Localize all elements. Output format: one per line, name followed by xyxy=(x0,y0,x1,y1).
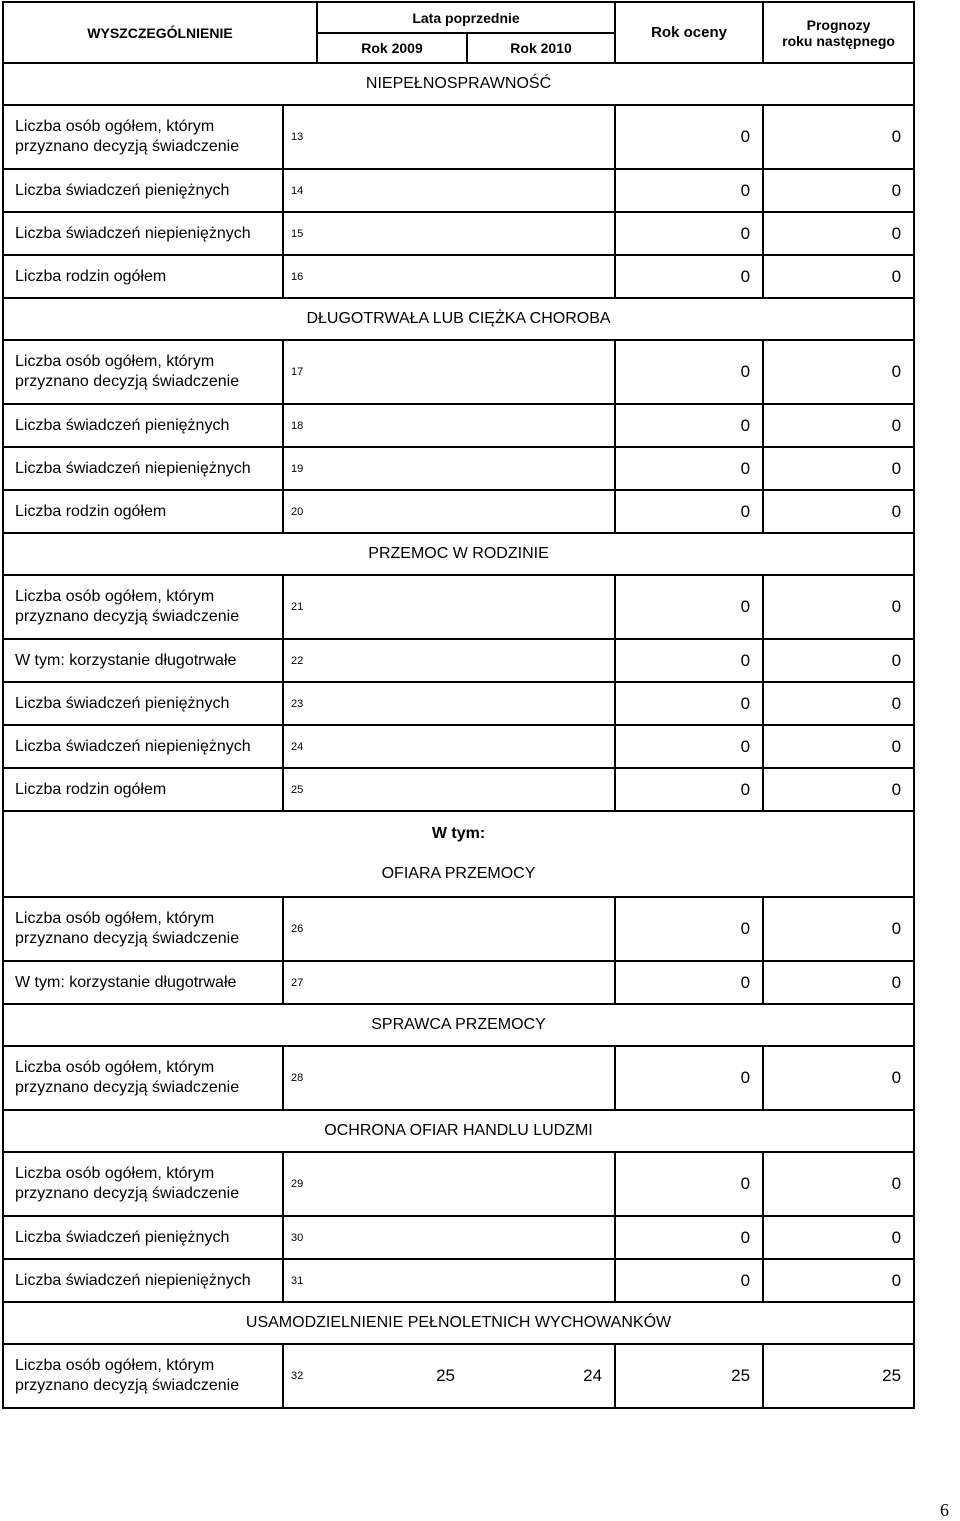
value-2009 xyxy=(317,1216,467,1259)
row-label: Liczba świadczeń niepieniężnych xyxy=(3,212,283,255)
value-2010 xyxy=(467,490,615,533)
value-forecast: 0 xyxy=(763,447,914,490)
value-2009 xyxy=(317,212,467,255)
value-2009 xyxy=(317,169,467,212)
row-label: Liczba świadczeń pieniężnych xyxy=(3,1216,283,1259)
row-label: Liczba świadczeń pieniężnych xyxy=(3,169,283,212)
value-2010 xyxy=(467,212,615,255)
value-forecast: 0 xyxy=(763,1216,914,1259)
row-label: Liczba świadczeń pieniężnych xyxy=(3,404,283,447)
page-number: 6 xyxy=(940,1500,949,1520)
section-title: DŁUGOTRWAŁA LUB CIĘŻKA CHOROBA xyxy=(306,310,611,327)
row-number: 20 xyxy=(283,490,317,533)
value-2010 xyxy=(467,255,615,298)
value-assessment-year: 0 xyxy=(615,1259,763,1302)
value-assessment-year: 0 xyxy=(615,255,763,298)
row-label: Liczba świadczeń pieniężnych xyxy=(3,682,283,725)
table-row xyxy=(3,255,914,298)
table-row xyxy=(3,725,914,768)
value-2010 xyxy=(467,340,615,404)
value-assessment-year: 0 xyxy=(615,169,763,212)
header-assessment-year: Rok oceny xyxy=(615,2,763,63)
header-previous-years: Lata poprzednie xyxy=(317,2,615,33)
value-forecast: 0 xyxy=(763,961,914,1004)
table-row xyxy=(3,682,914,725)
value-2010 xyxy=(467,447,615,490)
row-number: 32 xyxy=(283,1344,317,1408)
value-2010 xyxy=(467,404,615,447)
row-number: 19 xyxy=(283,447,317,490)
value-2010 xyxy=(467,575,615,639)
row-label: Liczba rodzin ogółem xyxy=(3,490,283,533)
value-2009 xyxy=(317,768,467,811)
statistics-table xyxy=(2,1,915,1409)
value-2009 xyxy=(317,639,467,682)
section-header xyxy=(3,1110,914,1152)
value-forecast: 0 xyxy=(763,897,914,961)
row-label: W tym: korzystanie długotrwałe xyxy=(3,639,283,682)
value-forecast: 0 xyxy=(763,404,914,447)
value-2010 xyxy=(467,725,615,768)
table-row xyxy=(3,639,914,682)
value-forecast: 0 xyxy=(763,1046,914,1110)
row-label: W tym: korzystanie długotrwałe xyxy=(3,961,283,1004)
section-header xyxy=(3,533,914,575)
value-2010: 24 xyxy=(467,1344,615,1408)
value-forecast: 0 xyxy=(763,682,914,725)
value-2009 xyxy=(317,490,467,533)
table-row xyxy=(3,575,914,639)
row-label: Liczba świadczeń niepieniężnych xyxy=(3,447,283,490)
section-header xyxy=(3,63,914,105)
row-number: 17 xyxy=(283,340,317,404)
row-label: Liczba osób ogółem, którym przyznano decyzją świadczenie xyxy=(3,105,283,169)
row-label: Liczba rodzin ogółem xyxy=(3,255,283,298)
value-assessment-year: 25 xyxy=(615,1344,763,1408)
value-2009 xyxy=(317,682,467,725)
table-row xyxy=(3,212,914,255)
value-forecast: 0 xyxy=(763,725,914,768)
table-row xyxy=(3,1259,914,1302)
value-forecast: 0 xyxy=(763,1152,914,1216)
value-2009 xyxy=(317,897,467,961)
row-number: 28 xyxy=(283,1046,317,1110)
value-assessment-year: 0 xyxy=(615,768,763,811)
value-2009 xyxy=(317,1046,467,1110)
table-row xyxy=(3,169,914,212)
value-2010 xyxy=(467,961,615,1004)
table-row xyxy=(3,1216,914,1259)
value-forecast: 0 xyxy=(763,768,914,811)
value-2009 xyxy=(317,1152,467,1216)
value-assessment-year: 0 xyxy=(615,490,763,533)
row-label: Liczba osób ogółem, którym przyznano decyzją świadczenie xyxy=(3,1152,283,1216)
row-number: 31 xyxy=(283,1259,317,1302)
value-2010 xyxy=(467,1216,615,1259)
value-forecast: 0 xyxy=(763,169,914,212)
value-assessment-year: 0 xyxy=(615,340,763,404)
header-year-2009: Rok 2009 xyxy=(317,33,467,63)
value-2010 xyxy=(467,1259,615,1302)
value-assessment-year: 0 xyxy=(615,1152,763,1216)
value-assessment-year: 0 xyxy=(615,447,763,490)
value-forecast: 0 xyxy=(763,212,914,255)
row-number: 13 xyxy=(283,105,317,169)
value-forecast: 0 xyxy=(763,1259,914,1302)
row-number: 18 xyxy=(283,404,317,447)
value-2010 xyxy=(467,639,615,682)
value-assessment-year: 0 xyxy=(615,212,763,255)
value-assessment-year: 0 xyxy=(615,1216,763,1259)
row-number: 30 xyxy=(283,1216,317,1259)
table-row xyxy=(3,447,914,490)
row-label: Liczba osób ogółem, którym przyznano decyzją świadczenie xyxy=(3,575,283,639)
value-assessment-year: 0 xyxy=(615,639,763,682)
value-2009 xyxy=(317,255,467,298)
value-forecast: 0 xyxy=(763,340,914,404)
row-label: Liczba osób ogółem, którym przyznano decyzją świadczenie xyxy=(3,1344,283,1408)
header-year-2010: Rok 2010 xyxy=(467,33,615,63)
value-2009 xyxy=(317,404,467,447)
row-number: 27 xyxy=(283,961,317,1004)
table-row xyxy=(3,768,914,811)
table-row xyxy=(3,105,914,169)
table-row xyxy=(3,897,914,961)
row-number: 24 xyxy=(283,725,317,768)
value-assessment-year: 0 xyxy=(615,1046,763,1110)
section-header xyxy=(3,1302,914,1344)
table-row xyxy=(3,961,914,1004)
section-title: NIEPEŁNOSPRAWNOŚĆ xyxy=(365,75,552,92)
row-number: 22 xyxy=(283,639,317,682)
row-label: Liczba osób ogółem, którym przyznano decyzją świadczenie xyxy=(3,1046,283,1110)
value-assessment-year: 0 xyxy=(615,961,763,1004)
value-2009 xyxy=(317,447,467,490)
table-row xyxy=(3,340,914,404)
section-title: OFIARA PRZEMOCY xyxy=(381,865,536,882)
row-number: 26 xyxy=(283,897,317,961)
value-2010 xyxy=(467,1152,615,1216)
header-description: WYSZCZEGÓLNIENIE xyxy=(3,2,317,63)
value-assessment-year: 0 xyxy=(615,682,763,725)
row-label: Liczba osób ogółem, którym przyznano decyzją świadczenie xyxy=(3,897,283,961)
row-number: 14 xyxy=(283,169,317,212)
value-2010 xyxy=(467,169,615,212)
value-2009 xyxy=(317,575,467,639)
value-2010 xyxy=(467,768,615,811)
section-header xyxy=(3,811,914,897)
table-row xyxy=(3,1344,914,1408)
value-forecast: 0 xyxy=(763,105,914,169)
value-2009 xyxy=(317,961,467,1004)
value-forecast: 25 xyxy=(763,1344,914,1408)
value-forecast: 0 xyxy=(763,255,914,298)
section-subtitle: W tym: xyxy=(431,825,486,842)
section-title: USAMODZIELNIENIE PEŁNOLETNICH WYCHOWANKÓW xyxy=(245,1314,672,1331)
value-forecast: 0 xyxy=(763,490,914,533)
value-assessment-year: 0 xyxy=(615,575,763,639)
value-2009 xyxy=(317,105,467,169)
table-row xyxy=(3,1046,914,1110)
value-assessment-year: 0 xyxy=(615,725,763,768)
section-header xyxy=(3,1004,914,1046)
row-label: Liczba świadczeń niepieniężnych xyxy=(3,1259,283,1302)
value-2009 xyxy=(317,340,467,404)
value-assessment-year: 0 xyxy=(615,404,763,447)
value-assessment-year: 0 xyxy=(615,105,763,169)
header-forecast-line1: Prognozy xyxy=(806,16,871,33)
header-forecast xyxy=(763,2,914,63)
row-number: 25 xyxy=(283,768,317,811)
row-label: Liczba osób ogółem, którym przyznano decyzją świadczenie xyxy=(3,340,283,404)
value-2009: 25 xyxy=(317,1344,467,1408)
header-forecast-line2: roku następnego xyxy=(782,32,895,49)
value-2010 xyxy=(467,682,615,725)
row-number: 15 xyxy=(283,212,317,255)
row-label: Liczba rodzin ogółem xyxy=(3,768,283,811)
table-row xyxy=(3,1152,914,1216)
value-2010 xyxy=(467,897,615,961)
value-forecast: 0 xyxy=(763,639,914,682)
row-label: Liczba świadczeń niepieniężnych xyxy=(3,725,283,768)
section-header xyxy=(3,298,914,340)
row-number: 23 xyxy=(283,682,317,725)
value-2009 xyxy=(317,1259,467,1302)
value-2009 xyxy=(317,725,467,768)
section-title: OCHRONA OFIAR HANDLU LUDZMI xyxy=(324,1122,593,1139)
section-title: SPRAWCA PRZEMOCY xyxy=(371,1016,546,1033)
table-row xyxy=(3,404,914,447)
row-number: 16 xyxy=(283,255,317,298)
value-2010 xyxy=(467,105,615,169)
row-number: 21 xyxy=(283,575,317,639)
row-number: 29 xyxy=(283,1152,317,1216)
value-2010 xyxy=(467,1046,615,1110)
section-title: PRZEMOC W RODZINIE xyxy=(368,545,549,562)
value-forecast: 0 xyxy=(763,575,914,639)
value-assessment-year: 0 xyxy=(615,897,763,961)
table-row xyxy=(3,490,914,533)
